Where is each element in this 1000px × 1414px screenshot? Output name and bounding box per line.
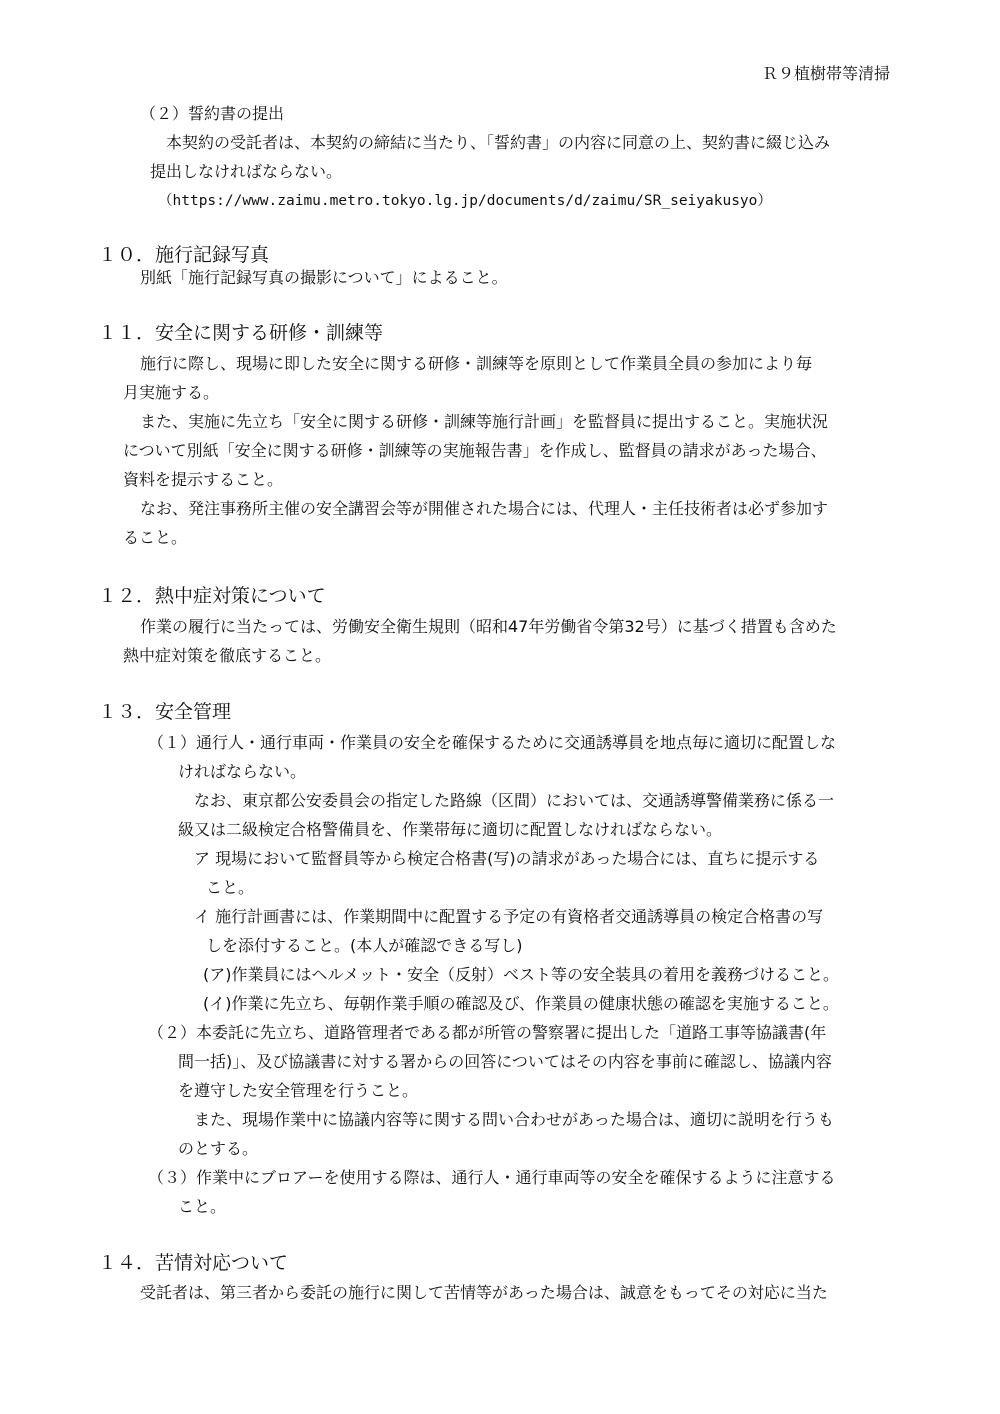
paragraph-line: 作業の履行に当たっては、労働安全衛生規則（昭和47年労働省令第32号）に基づく措置も含めた [140,617,837,636]
item-line: （２）本委託に先立ち、道路管理者である都が所管の警察署に提出した「道路工事等協議書(年 [148,1023,827,1042]
item-line: こと。 [178,1197,227,1216]
paragraph-line: 資料を提示すること。 [123,470,284,489]
item-line: 級又は二級検定合格警備員を、作業帯毎に適切に配置しなければならない。 [178,820,723,839]
item-line: 間一括)」、及び協議書に対する署からの回答についてはその内容を事前に確認し、協議内容 [178,1052,832,1071]
item-line: イ 施行計画書には、作業期間中に配置する予定の有資格者交通誘導員の検定合格書の写 [194,907,824,926]
item-line: しを添付すること。(本人が確認できる写し) [206,936,523,955]
section-heading: １２．熱中症対策について [98,585,326,607]
section-heading: １３．安全管理 [98,701,232,723]
item-line: のとする。 [178,1139,259,1158]
section-heading: １４．苦情対応ついて [98,1252,289,1274]
paragraph-line: ること。 [123,528,188,547]
item-line: ア 現場において監督員等から検定合格書(写)の請求があった場合には、直ちに提示する [194,849,820,868]
paragraph-line: 受託者は、第三者から委託の施行に関して苦情等があった場合は、誠意をもってその対応に当た [140,1283,828,1302]
paragraph-line: 別紙「施行記録写真の撮影について」によること。 [140,268,508,287]
paragraph-line: について別紙「安全に関する研修・訓練等の実施報告書」を作成し、監督員の請求があった場合、 [123,441,827,460]
item-line: （３）作業中にブロアーを使用する際は、通行人・通行車両等の安全を確保するように注意する [148,1168,836,1187]
paragraph-line: 施行に際し、現場に即した安全に関する研修・訓練等を原則として作業員全員の参加により毎 [140,354,813,373]
paragraph-line: なお、発注事務所主催の安全講習会等が開催された場合には、代理人・主任技術者は必ず参加す [140,499,829,518]
paragraph-line: 熱中症対策を徹底すること。 [123,646,332,665]
paragraph-line: 月実施する。 [123,383,220,402]
item-line: (イ)作業に先立ち、毎朝作業手順の確認及び、作業員の健康状態の確認を実施すること。 [203,994,839,1013]
document-code: Ｒ９植樹帯等清掃 [762,64,891,83]
item-line: また、現場作業中に協議内容等に関する問い合わせがあった場合は、適切に説明を行うも [194,1110,834,1129]
paragraph-line: 本契約の受託者は、本契約の締結に当たり、「誓約書」の内容に同意の上、契約書に綴じ込み [166,133,831,152]
item-line: を遵守した安全管理を行うこと。 [178,1081,419,1100]
subsection-title: （２）誓約書の提出 [140,104,285,123]
item-line: (ア)作業員にはヘルメット・安全（反射）ベスト等の安全装具の着用を義務づけること。 [203,965,840,984]
item-line: ければならない。 [178,762,307,781]
section-heading: １０．施行記録写真 [98,244,270,266]
item-line: （１）通行人・通行車両・作業員の安全を確保するために交通誘導員を地点毎に適切に配置しな [148,733,837,752]
paragraph-line: 提出しなければならない。 [150,162,343,181]
section-heading: １１．安全に関する研修・訓練等 [98,322,384,344]
item-line: なお、東京都公安委員会の指定した路線（区間）においては、交通誘導警備業務に係る一 [194,791,835,810]
paragraph-line: また、実施に先立ち「安全に関する研修・訓練等施行計画」を監督員に提出すること。実施状況 [140,412,829,431]
item-line: こと。 [206,878,255,897]
reference-url: （https://www.zaimu.metro.tokyo.lg.jp/documents/d/zaimu/SR_seiyakusyo） [158,193,772,209]
